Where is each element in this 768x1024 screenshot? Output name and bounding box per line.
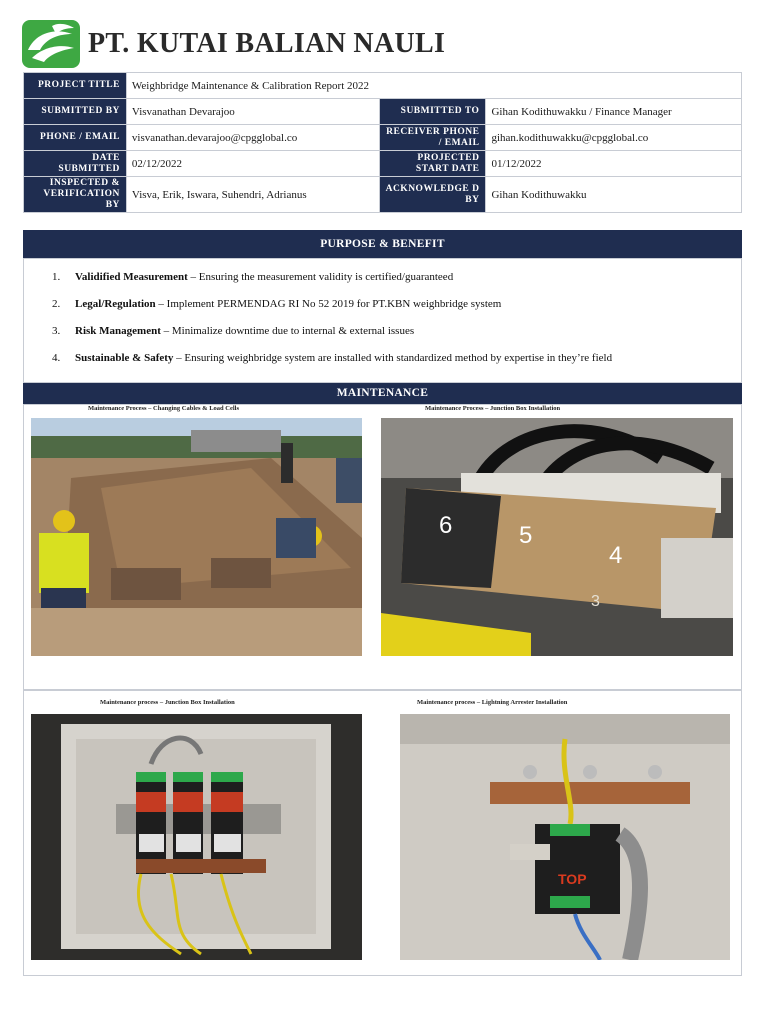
photo-lightning-arrester: [400, 714, 730, 960]
submitted-to-label: SUBMITTED TO: [379, 99, 486, 125]
submitted-by-value: Visvanathan Devarajoo: [126, 99, 379, 125]
purpose-list: [52, 271, 732, 379]
photo-caption: Maintenance Process – Changing Cables & Load Cells: [88, 405, 240, 412]
inspected-label: INSPECTED & VERIFICATION BY: [24, 177, 127, 213]
receiver-email-value: gihan.kodithuwakku@cpgglobal.co: [486, 125, 742, 151]
project-info-table: [23, 72, 742, 213]
company-name: PT. KUTAI BALIAN NAULI: [88, 28, 446, 59]
project-start-value: 01/12/2022: [486, 151, 742, 177]
tag-label: 6: [439, 512, 453, 539]
date-submitted-value: 02/12/2022: [126, 151, 379, 177]
photo-caption: Maintenance Process – Junction Box Installation: [425, 405, 561, 412]
receiver-label: RECEIVER PHONE / EMAIL: [379, 125, 486, 151]
acknowledged-label: ACKNOWLEDGE D BY: [379, 177, 486, 213]
submitted-by-label: SUBMITTED BY: [24, 99, 127, 125]
photo-cables-loadcells: [31, 418, 362, 656]
purpose-item: 4. Sustainable & Safety – Ensuring weighbridge system are installed with standardized method by expertise in they’re field: [52, 352, 613, 364]
brand-label: TOP: [558, 871, 587, 887]
photo-junction-box: [381, 418, 733, 656]
purpose-item: 2. Legal/Regulation – Implement PERMENDAG RI No 52 2019 for PT.KBN weighbridge system: [52, 298, 502, 310]
project-title-label: PROJECT TITLE: [24, 73, 127, 99]
maintenance-heading: MAINTENANCE: [23, 383, 742, 404]
company-logo-icon: [22, 20, 80, 68]
phone-email-label: PHONE / EMAIL: [24, 125, 127, 151]
project-title-value: Weighbridge Maintenance & Calibration Report 2022: [126, 73, 741, 99]
tag-label: 5: [519, 522, 533, 549]
photo-junction-box-modules: [31, 714, 362, 960]
submitted-to-value: Gihan Kodithuwakku / Finance Manager: [486, 99, 742, 125]
photo-caption: Maintenance process – Junction Box Installation: [100, 699, 235, 706]
project-start-label: PROJECTED START DATE: [379, 151, 486, 177]
inspected-by-value: Visva, Erik, Iswara, Suhendri, Adrianus: [126, 177, 379, 213]
tag-label: 3: [591, 593, 600, 610]
acknowledged-by-value: Gihan Kodithuwakku: [486, 177, 742, 213]
purpose-heading: PURPOSE & BENEFIT: [23, 230, 742, 258]
purpose-item: 3. Risk Management – Minimalize downtime due to internal & external issues: [52, 325, 415, 337]
phone-email-value: visvanathan.devarajoo@cpgglobal.co: [126, 125, 379, 151]
purpose-item: 1. Validified Measurement – Ensuring the measurement validity is certified/guaranteed: [52, 271, 454, 283]
date-submitted-label: DATE SUBMITTED: [24, 151, 127, 177]
photo-caption: Maintenance process – Lightning Arrester Installation: [417, 699, 568, 706]
tag-label: 4: [609, 542, 623, 569]
